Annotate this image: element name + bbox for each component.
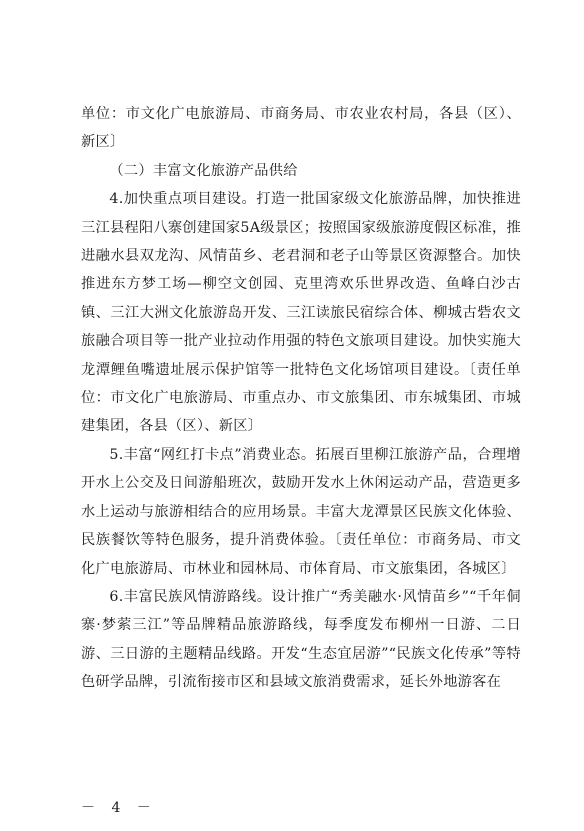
- document-body: [81, 100, 521, 697]
- paragraph-item-6: 6.丰富民族风情游路线。设计推广“秀美融水·风情苗乡”“千年侗寨·梦萦三江”等品牌精品旅游路线，每季度发布柳州一日游、二日游、三日游的主题精品线路。开发“生态宜居游”“民族文化传承”等特色研学品牌，引流衔接市区和县域文旅消费需求，延长外地游客在: [81, 588, 521, 691]
- page-number: － 4 －: [81, 800, 157, 816]
- section-heading: （二）丰富文化旅游产品供给: [109, 162, 298, 179]
- paragraph-item-4: 4.加快重点项目建设。打造一批国家级文化旅游品牌，加快推进三江县程阳八寨创建国家5A级景区；按照国家级旅游度假区标准，推进融水县双龙沟、风情苗乡、老君洞和老子山等景区资源整合。加快推进东方梦工场—柳空文创园、克里湾欢乐世界改造、鱼峰白沙古镇、三江大洲文化旅游岛开发、三江读旅民宿综合体、柳城古砦农文旅融合项目等一批产业拉动作用强的特色文旅项目建设。加快实施大龙潭鲤鱼嘴遗址展示保护馆等一批特色文化场馆项目建设。〔责任单位：市文化广电旅游局、市重点办、市文旅集团、市东城集团、市城建集团，各县（区）、新区〕: [81, 191, 522, 435]
- paragraph-item-5: 5.丰富“网红打卡点”消费业态。拓展百里柳江旅游产品，合理增开水上公交及日间游船班次，鼓励开发水上休闲运动产品，营造更多水上运动与旅游相结合的应用场景。丰富大龙潭景区民族文化体验、民族餐饮等特色服务，提升消费体验。〔责任单位：市商务局、市文化广电旅游局、市林业和园林局、市体育局、市文旅集团，各城区〕: [81, 446, 521, 577]
- paragraph-continuation: 单位：市文化广电旅游局、市商务局、市农业农村局，各县（区）、新区〕: [81, 106, 521, 151]
